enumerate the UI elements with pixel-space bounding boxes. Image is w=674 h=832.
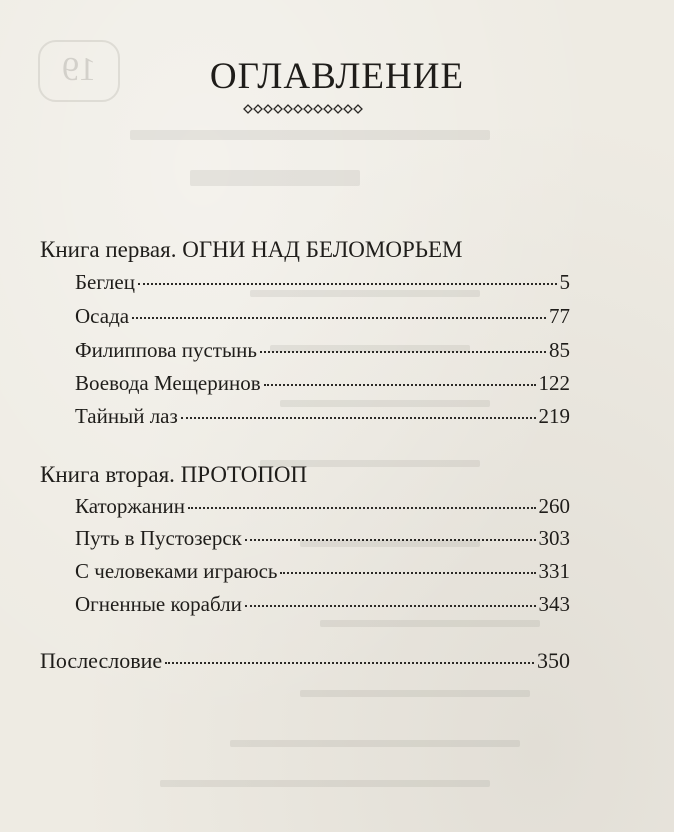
toc-entry[interactable]: [75, 592, 570, 617]
dot-leader: [260, 351, 546, 353]
toc-page-number: 5: [559, 270, 570, 294]
toc-entry-label: Тайный лаз: [75, 404, 178, 428]
toc-page-number: 350: [537, 648, 570, 673]
toc-page-number: 219: [538, 404, 570, 428]
dot-leader: [188, 507, 536, 509]
toc-entry-afterword[interactable]: [40, 648, 570, 674]
toc-entry-label: Воевода Мещеринов: [75, 371, 261, 395]
page-title: ОГЛАВЛЕНИЕ: [209, 56, 465, 97]
toc-entry-label: С человеками играюсь: [75, 559, 278, 583]
toc-entry-label: Беглец: [75, 270, 135, 294]
toc-entry[interactable]: [75, 404, 570, 429]
show-through-line: [160, 780, 490, 787]
toc-page-number: 77: [549, 304, 570, 328]
toc-entry[interactable]: [75, 371, 570, 396]
show-through-line: [230, 740, 520, 747]
book-one-heading: Книга первая. ОГНИ НАД БЕЛОМОРЬЕМ: [40, 237, 463, 262]
toc-entry-label: Путь в Пустозерск: [75, 526, 242, 550]
show-through-line: [300, 690, 530, 697]
dot-leader: [264, 384, 536, 386]
toc-entry-label: Каторжанин: [75, 494, 185, 518]
dot-leader: [280, 572, 535, 574]
dot-leader: [181, 417, 536, 419]
dot-leader: [245, 605, 536, 607]
show-through-page-number: 19: [38, 40, 120, 102]
toc-entry[interactable]: [75, 559, 570, 584]
toc-entry[interactable]: [75, 494, 570, 519]
toc-entry-label: Огненные корабли: [75, 592, 242, 616]
dot-leader: [138, 283, 557, 285]
toc-page-number: 85: [549, 338, 570, 362]
toc-page-number: 343: [538, 592, 570, 616]
show-through-line: [190, 170, 360, 186]
toc-page-number: 122: [538, 371, 570, 395]
toc-page-number: 331: [538, 559, 570, 583]
book-two-heading: Книга вторая. ПРОТОПОП: [40, 462, 308, 487]
show-through-line: [130, 130, 490, 140]
toc-entry[interactable]: [75, 270, 570, 295]
toc-page-number: 260: [538, 494, 570, 518]
toc-entry[interactable]: [75, 338, 570, 363]
toc-entry-label: Филиппова пустынь: [75, 338, 257, 362]
dot-leader: [132, 317, 546, 319]
dot-leader: [245, 539, 536, 541]
toc-entry-label: Осада: [75, 304, 130, 328]
toc-entry[interactable]: [75, 304, 570, 329]
toc-entry-label: Послесловие: [40, 648, 163, 673]
dot-leader: [165, 662, 534, 664]
toc-page-number: 303: [538, 526, 570, 550]
show-through-line: [320, 620, 540, 627]
ornament-divider: [241, 103, 367, 115]
toc-entry[interactable]: [75, 526, 570, 551]
